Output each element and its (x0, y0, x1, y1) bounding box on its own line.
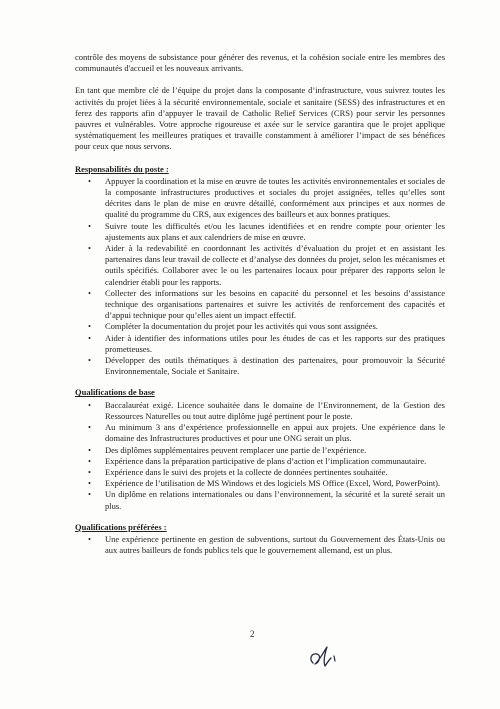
basic-qualification-item: • Baccalauréat exigé. Licence souhaitée dans le domaine de l’Environnement, de la Gestion des Ressources Naturelles ou tout autre diplôme jugé pertinent pour le poste. (105, 400, 445, 422)
responsibility-item: • Compléter la documentation du projet pour les activités qui vous sont assignées. (105, 321, 445, 332)
basic-qualification-item: • Un diplôme en relations internationales ou dans l’environnement, la sécurité et la sureté serait un plus. (105, 489, 445, 511)
preferred-qualifications-heading: Qualifications préférées : (75, 521, 167, 532)
basic-qualification-item: • Des diplômes supplémentaires peuvent remplacer une partie de l’expérience. (105, 445, 445, 456)
intro-continuation-paragraph: contrôle des moyens de subsistance pour générer des revenus, et la cohésion sociale entre les membres des communautés d'accueil et les nouveaux arrivants. (75, 52, 445, 74)
page-number: 2 (250, 629, 255, 639)
responsibility-item: • Collecter des informations sur les besoins en capacité du personnel et les besoins d’assistance technique des organisations partenaires et suivre les activités de renforcement des capacités et d’appui technique pour qu’elles aient un impact effectif. (105, 288, 445, 322)
preferred-qualification-item: • Une expérience pertinente en gestion de subventions, surtout du Gouvernement des États-Unis ou aux autres bailleurs de fonds publics tels que le gouvernement allemand, est un plus. (105, 534, 445, 556)
handwritten-initials-signature (305, 643, 345, 673)
responsibilities-heading: Responsabilités du poste : (75, 163, 169, 174)
responsibility-item: • Aider à identifier des informations utiles pour les études de cas et les rapports sur des pratiques prometteuses. (105, 333, 445, 355)
basic-qualifications-heading: Qualifications de base (75, 387, 155, 398)
responsibility-item: • Aider à la redevabilité en coordonnant les activités d’évaluation du projet et en assistant les partenaires dans leur travail de collecte et d’analyse des données du projet, selon les mécanismes et outils spécifiés. Collaborer avec le ou les partenaires locaux pour préparer des rapports selon le calendrier établi pour les rapports. (105, 243, 445, 288)
responsibility-item: • Développer des outils thématiques à destination des partenaires, pour promouvoir la Sécurité Environnementale, Sociale et Sanitaire. (105, 355, 445, 377)
basic-qualification-item: • Expérience de l’utilisation de MS Windows et des logiciels MS Office (Excel, Word, PowerPoint). (105, 478, 445, 489)
basic-qualification-item: • Expérience dans le suivi des projets et la collecte de données pertinentes souhaitée. (105, 467, 445, 478)
responsibilities-list (75, 176, 445, 378)
document-body (75, 52, 445, 566)
preferred-qualifications-list (75, 534, 445, 556)
responsibility-item: • Suivre toute les difficultés et/ou les lacunes identifiées et en rendre compte pour orienter les ajustements aux plans et aux calendriers de mise en œuvre. (105, 221, 445, 243)
basic-qualification-item: • Expérience dans la préparation participative de plans d’action et l’implication communautaire. (105, 456, 445, 467)
basic-qualifications-list (75, 400, 445, 512)
basic-qualification-item: • Au minimum 3 ans d’expérience professionnelle en appui aux projets. Une expérience dans le domaine des Infrastructures productives et pour une ONG serait un plus. (105, 422, 445, 444)
role-paragraph: En tant que membre clé de l’équipe du projet dans la composante d’infrastructure, vous suivrez toutes les activités du projet liées à la sécurité environnementale, sociale et sanitaire (SESS) des infrastructures et en ferez des rapports afin d’appuyer le travail de Catholic Relief Services (CRS) pour servir les personnes pauvres et vulnérables. Votre approche rigoureuse et axée sur le service garantira que le projet applique systématiquement les meilleures pratiques et travaille constamment à améliorer l’impact de ses bénéfices pour ceux que nous servons. (75, 85, 445, 152)
responsibility-item: • Appuyer la coordination et la mise en œuvre de toutes les activités environnementales et sociales de la composante infrastructures productives et sociales du projet assignées, telles qu’elles sont décrites dans le plan de mise en œuvre détaillé, conformément aux principes et aux normes de qualité du programme du CRS, aux exigences des bailleurs et aux bonnes pratiques. (105, 176, 445, 221)
